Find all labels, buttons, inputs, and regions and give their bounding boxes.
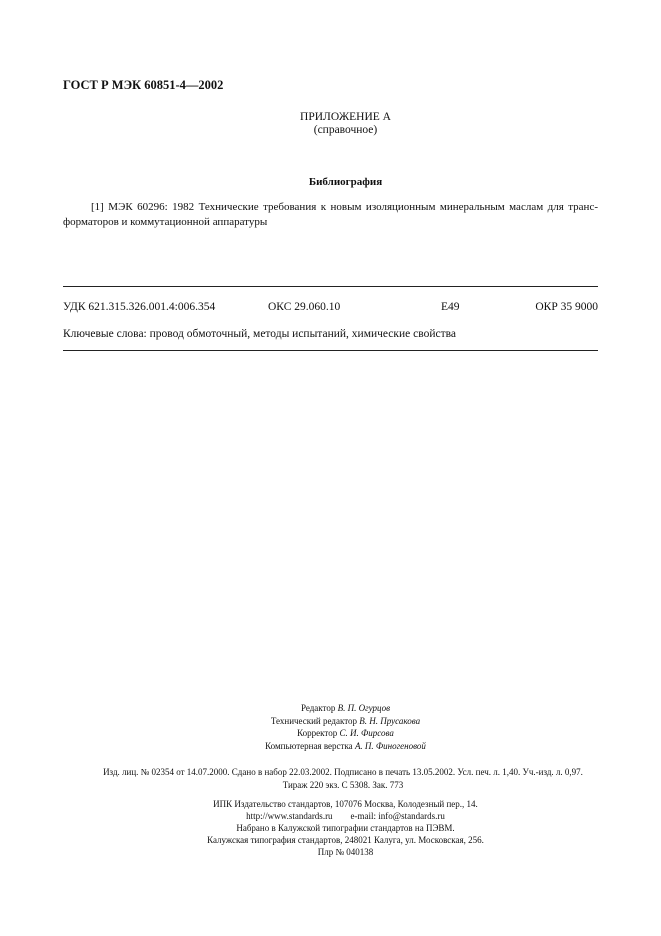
publishing-info bbox=[63, 766, 623, 791]
editor-label: Редактор bbox=[300, 703, 336, 713]
credits-block bbox=[0, 702, 661, 752]
okp-code: ОКР 35 9000 bbox=[535, 301, 598, 313]
layout-line bbox=[30, 740, 661, 753]
publishing-line2: Тираж 220 экз. С 5308. Зак. 773 bbox=[282, 779, 404, 790]
printer-line5: Плр № 040138 bbox=[317, 847, 374, 857]
classification-row bbox=[63, 301, 598, 315]
corrector-line bbox=[30, 727, 661, 740]
oks-code: ОКС 29.060.10 bbox=[268, 301, 341, 313]
printer-line3: Набрано в Калужской типографии стандартов на ПЭВМ. bbox=[236, 823, 455, 833]
udk-code: УДК 621.315.326.001.4:006.354 bbox=[63, 301, 216, 313]
printer-line1: ИПК Издательство стандартов, 107076 Москва, Колодезный пер., 14. bbox=[213, 799, 478, 809]
corrector-name: С. И. Фирсова bbox=[339, 728, 394, 738]
printer-info bbox=[0, 798, 661, 858]
top-divider bbox=[63, 286, 598, 287]
document-code: ГОСТ Р МЭК 60851-4—2002 bbox=[63, 78, 224, 92]
tech-editor-name: В. Н. Прусакова bbox=[359, 715, 421, 726]
layout-label: Компьютерная верстка bbox=[265, 740, 353, 751]
layout-name: А. П. Финогеновой bbox=[354, 740, 426, 751]
bibliography-entry-line1: [1] МЭК 60296: 1982 Технические требования к новым изоляционным минеральным маслам для транс- bbox=[91, 201, 598, 213]
publishing-line1: Изд. лиц. № 02354 от 14.07.2000. Сдано в набор 22.03.2002. Подписано в печать 13.05.2002. Усл. печ. л. 1,40. Уч.-изд. л. 0,97. bbox=[103, 767, 583, 777]
tech-editor-label: Технический редактор bbox=[270, 715, 358, 726]
printer-line4: Калужская типография стандартов, 248021 Калуга, ул. Московская, 256. bbox=[207, 835, 484, 845]
editor-name: В. П. Огурцов bbox=[337, 703, 391, 713]
appendix-title: ПРИЛОЖЕНИЕ А bbox=[300, 111, 391, 123]
bibliography-entry bbox=[63, 200, 598, 230]
corrector-label: Корректор bbox=[297, 728, 338, 738]
tech-editor-line bbox=[30, 715, 661, 728]
printer-line2: http://www.standards.ru e-mail: info@standards.ru bbox=[246, 811, 445, 821]
bibliography-entry-line2: форматоров и коммутационной аппаратуры bbox=[63, 216, 268, 228]
appendix-subtitle: (справочное) bbox=[313, 124, 378, 136]
editor-line bbox=[30, 702, 661, 715]
bottom-divider bbox=[63, 350, 598, 351]
keywords-line: Ключевые слова: провод обмоточный, методы испытаний, химические свойства bbox=[63, 328, 456, 340]
appendix-heading bbox=[0, 111, 661, 137]
group-code: Е49 bbox=[441, 301, 460, 313]
bibliography-heading: Библиография bbox=[308, 176, 383, 188]
